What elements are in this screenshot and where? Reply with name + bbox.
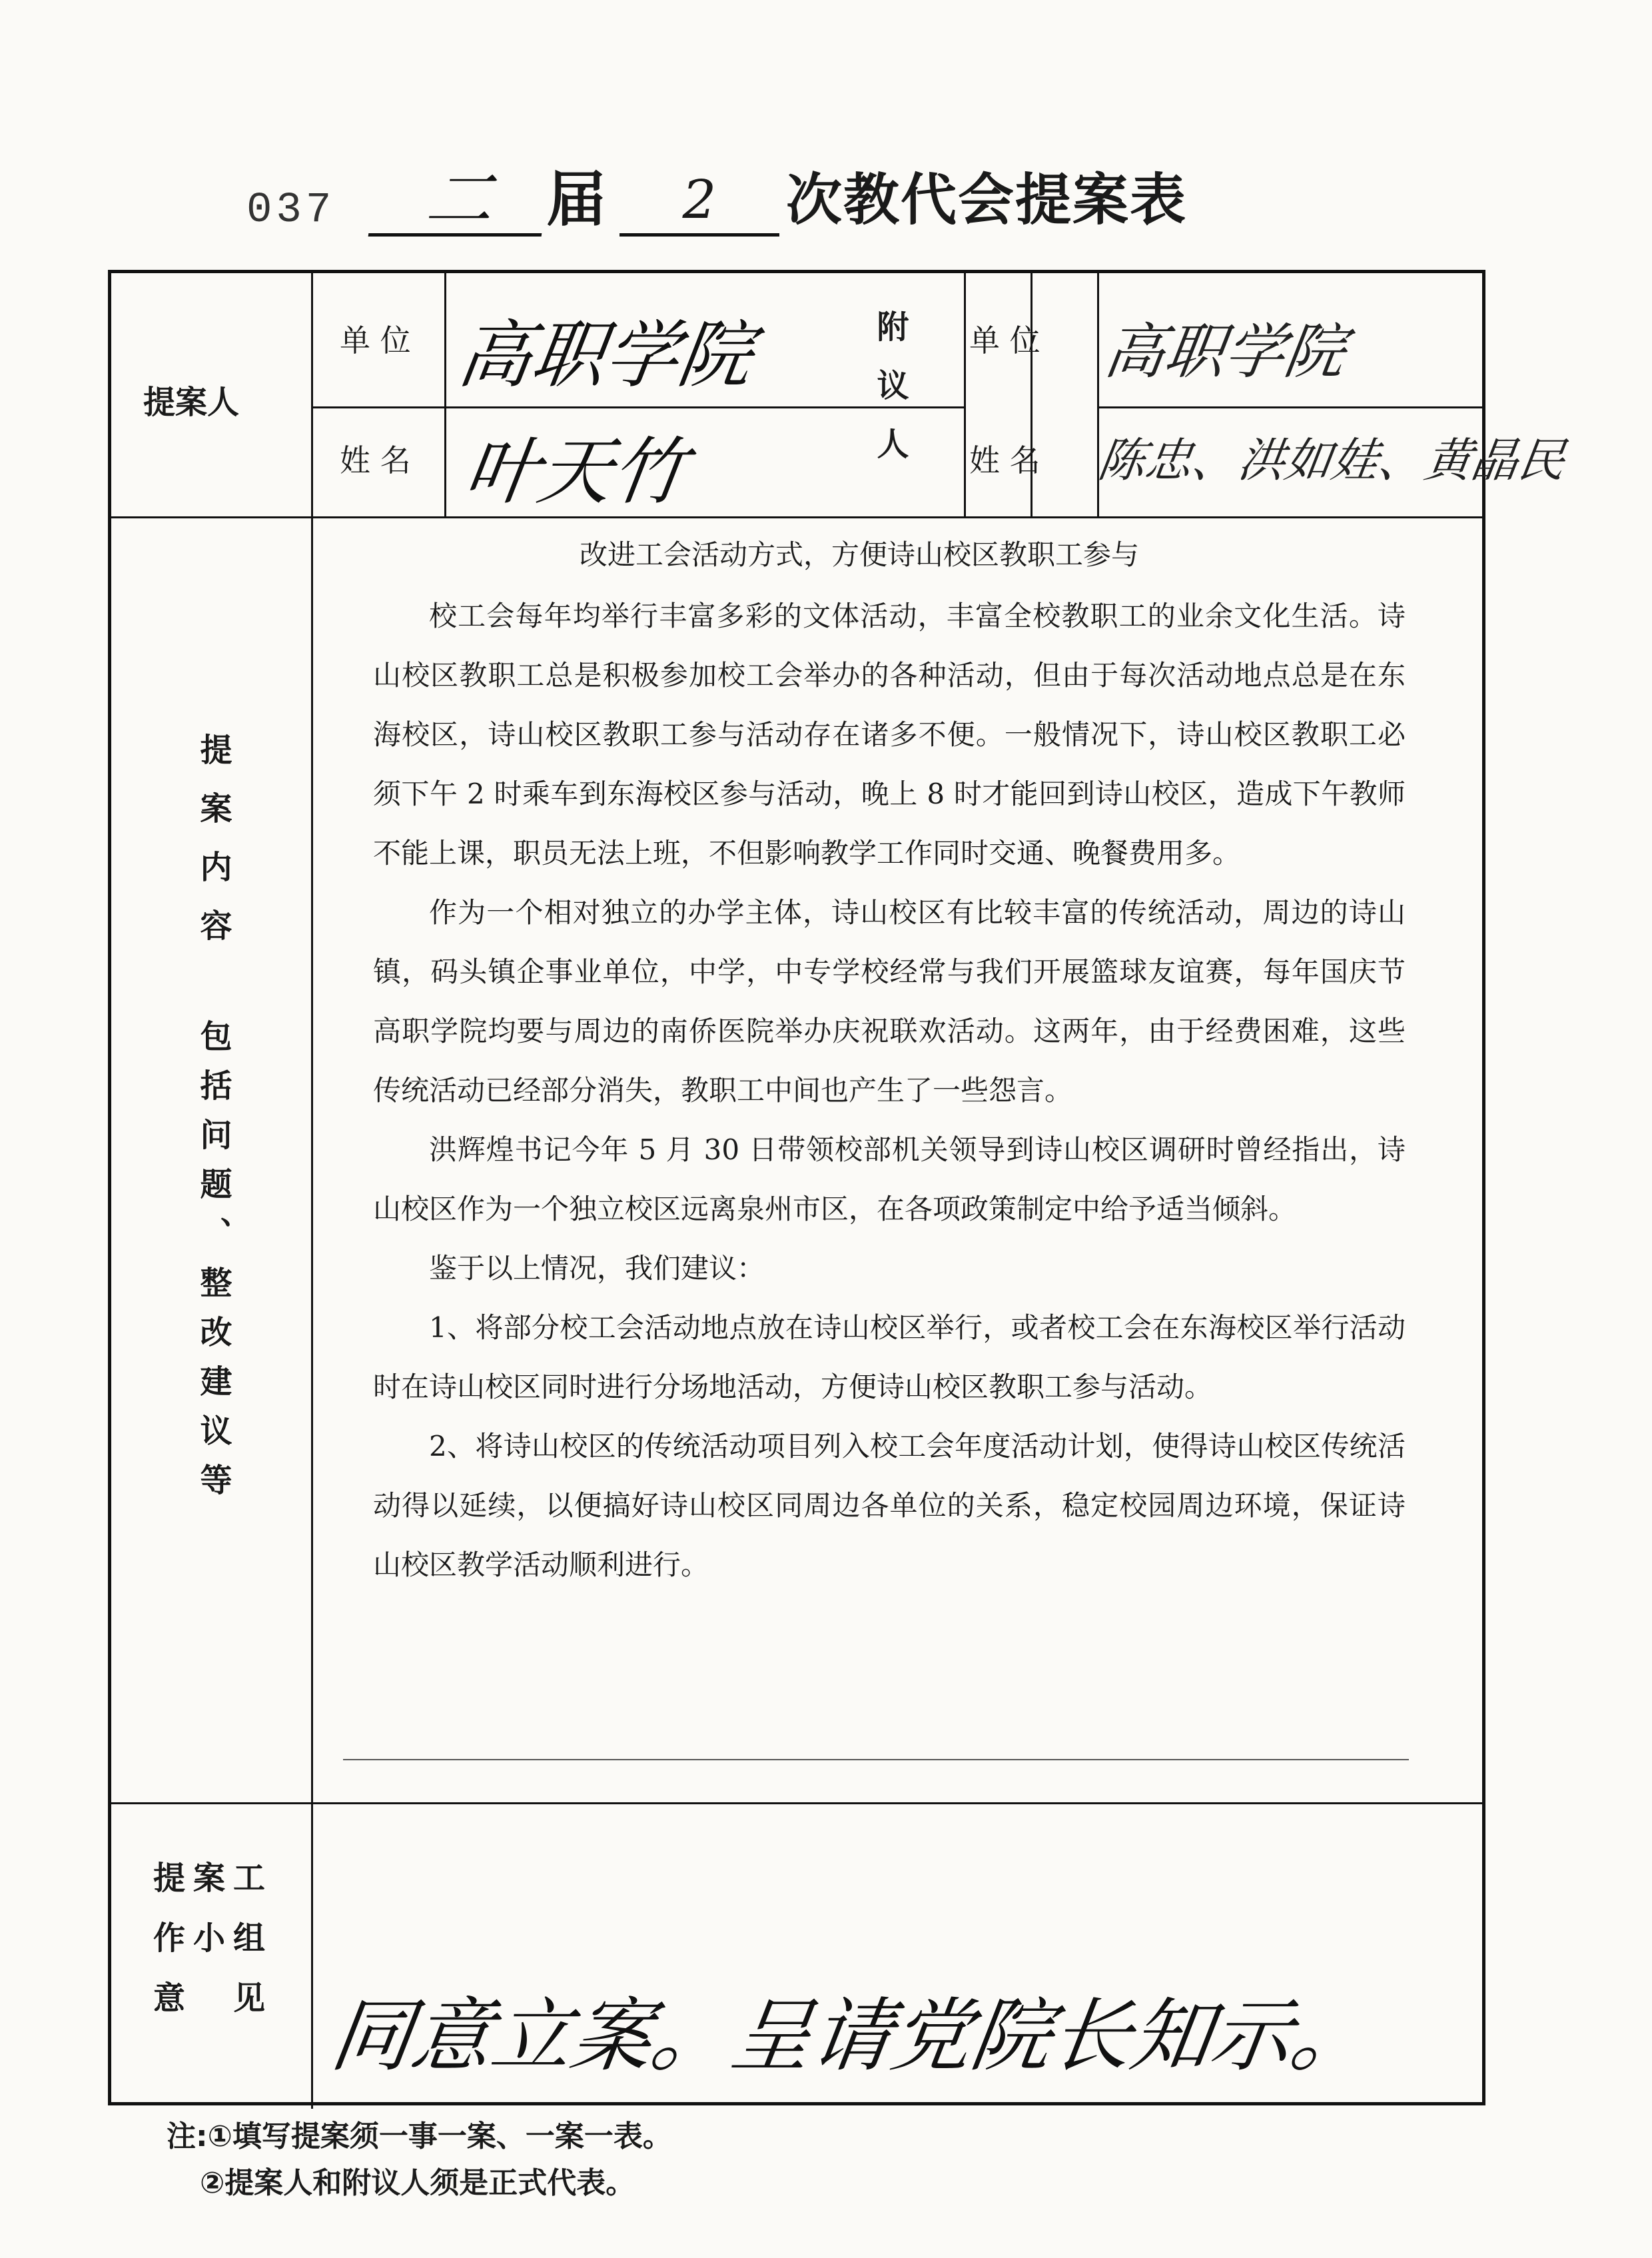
paragraph-3: 洪辉煌书记今年 5 月 30 日带领校部机关领导到诗山校区调研时曾经指出，诗山校区作为一个独立校区远离泉州市区，在各项政策制定中给予适当倾斜。	[373, 1133, 1406, 1225]
opinion-label-line1: 提案工	[153, 1860, 274, 1897]
proposal-title: 改进工会活动方式，方便诗山校区教职工参与	[579, 538, 1139, 571]
page-title: 次教代会提案表	[786, 167, 1188, 233]
note-line-2: ②提案人和附议人须是正式代表。	[200, 2166, 635, 2200]
row-divider-proposer	[311, 406, 964, 408]
proposal-body	[373, 586, 1406, 1594]
proposer-unit-label: 单 位	[340, 322, 411, 358]
session-number-field: 二	[368, 167, 552, 237]
opinion-handwritten: 同意立案。呈请党院长知示。	[325, 1990, 1378, 2083]
seconder-unit-value: 高职学院	[1100, 317, 1350, 387]
proposer-name-value: 叶天竹	[459, 429, 691, 514]
paragraph-4: 鉴于以上情况，我们建议：	[429, 1252, 765, 1285]
opinion-label-line3: 意 见	[153, 1979, 274, 2017]
opinion-label-line2: 作小组	[153, 1920, 274, 1957]
note-line-1: 注:①填写提案须一事一案、一案一表。	[167, 2119, 672, 2153]
paragraph-6: 2、将诗山校区的传统活动项目列入校工会年度活动计划，使得诗山校区传统活动得以延续，以便搞好诗山校区同周边各单位的关系，稳定校园周边环境，保证诗山校区教学活动顺利进行。	[373, 1430, 1406, 1581]
proposer-name-label: 姓 名	[340, 442, 411, 478]
seconder-name-value: 陈忠、洪如娃、黄晶民	[1094, 433, 1569, 488]
content-label: 提案内容	[195, 733, 232, 967]
row-divider-header	[111, 516, 1483, 518]
meeting-number-field: 2	[620, 167, 779, 237]
proposer-unit-value: 高职学院	[452, 312, 758, 398]
session-label: 届	[546, 165, 606, 235]
seconder-label: 附议人	[871, 310, 909, 486]
column-divider-proposer-value	[964, 273, 966, 516]
content-sub-label: 包括问题、整改建议等	[195, 1019, 232, 1512]
content-bottom-rule	[343, 1759, 1409, 1760]
row-divider-content	[111, 1802, 1483, 1804]
paragraph-2: 作为一个相对独立的办学主体，诗山校区有比较丰富的传统活动，周边的诗山镇，码头镇企事业单位，中学，中专学校经常与我们开展篮球友谊赛，每年国庆节高职学院均要与周边的南侨医院举办庆祝联欢活动。这两年，由于经费困难，这些传统活动已经部分消失，教职工中间也产生了一些怨言。	[373, 896, 1406, 1107]
paragraph-1: 校工会每年均举行丰富多彩的文体活动，丰富全校教职工的业余文化生活。诗山校区教职工总是积极参加校工会举办的各种活动，但由于每次活动地点总是在东海校区，诗山校区教职工参与活动存在诸多不便。一般情况下，诗山校区教职工必须下午 2 时乘车到东海校区参与活动，晚上 8 时才能回到诗山校区，造成下午教师不能上课，职员无法上班，不但影响教学工作同时交通、晚餐费用多。	[373, 600, 1406, 869]
proposer-label: 提案人	[143, 384, 240, 421]
serial-number: 037	[246, 187, 336, 235]
seconder-name-label: 姓 名	[969, 442, 1040, 478]
seconder-unit-label: 单 位	[969, 322, 1040, 358]
column-divider-proposer-field	[444, 273, 446, 516]
row-divider-seconder	[1097, 406, 1483, 408]
paragraph-5: 1、将部分校工会活动地点放在诗山校区举行，或者校工会在东海校区举行活动时在诗山校区同时进行分场地活动，方便诗山校区教职工参与活动。	[373, 1311, 1406, 1403]
